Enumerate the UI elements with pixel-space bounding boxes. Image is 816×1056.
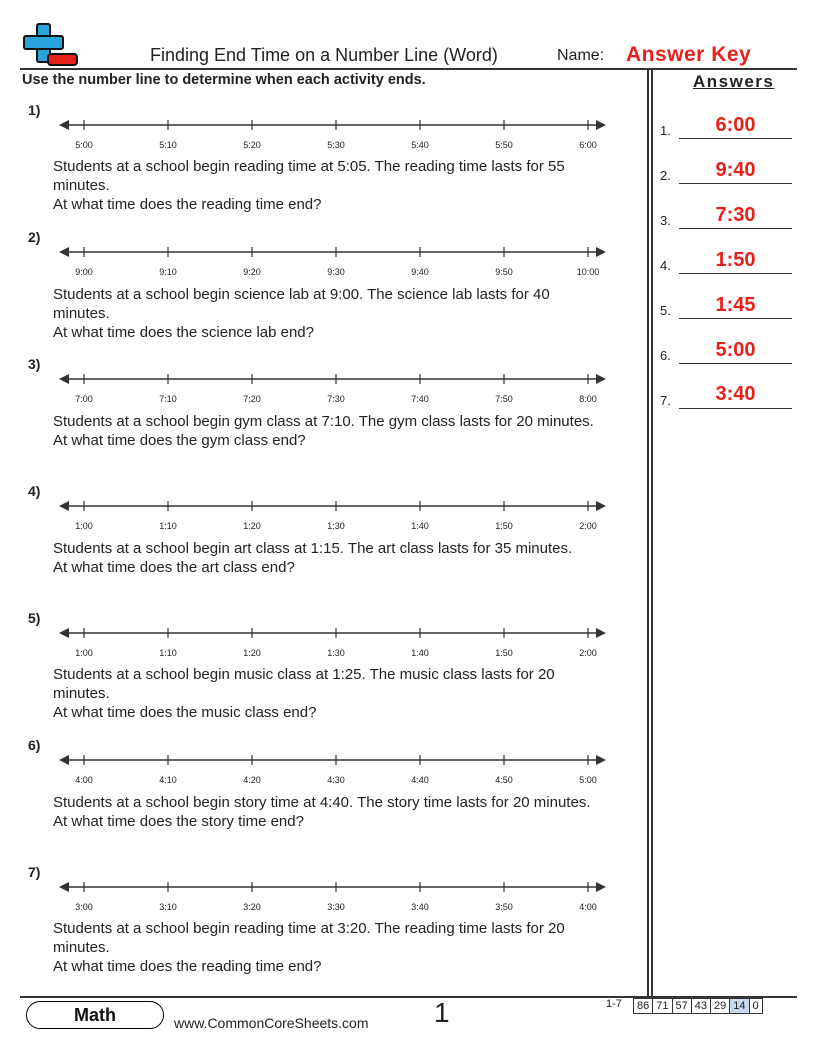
number-line bbox=[55, 114, 610, 150]
answer-number: 4. bbox=[660, 258, 671, 273]
answer-line bbox=[679, 273, 792, 274]
number-line-tick-label: 1:40 bbox=[411, 521, 429, 531]
number-line bbox=[55, 241, 610, 277]
problem-number: 7) bbox=[28, 864, 41, 880]
number-line-tick-label: 1:40 bbox=[411, 648, 429, 658]
arrow-left-icon bbox=[59, 755, 69, 765]
score-cell: 14 bbox=[730, 999, 749, 1014]
column-divider bbox=[647, 68, 649, 996]
number-line-tick-label: 7:20 bbox=[243, 394, 261, 404]
number-line-tick-label: 1:10 bbox=[159, 521, 177, 531]
number-line-tick-label: 2:00 bbox=[579, 521, 597, 531]
answer-number: 2. bbox=[660, 168, 671, 183]
problem-text-line: minutes. bbox=[53, 685, 110, 702]
number-line bbox=[55, 622, 610, 658]
problem-number: 2) bbox=[28, 229, 41, 245]
answer-value: 9:40 bbox=[715, 159, 756, 181]
website-label: www.CommonCoreSheets.com bbox=[174, 1015, 369, 1031]
answer-line bbox=[679, 138, 792, 139]
score-cell: 0 bbox=[749, 999, 762, 1014]
problem-number: 4) bbox=[28, 483, 41, 499]
name-label: Name: bbox=[557, 47, 605, 64]
score-cell: 43 bbox=[691, 999, 710, 1014]
number-line-tick-label: 5:20 bbox=[243, 140, 261, 150]
arrow-right-icon bbox=[596, 247, 606, 257]
problem-number: 3) bbox=[28, 356, 41, 372]
answer-value: 7:30 bbox=[715, 204, 756, 226]
score-cell: 71 bbox=[653, 999, 672, 1014]
page-number: 1 bbox=[434, 997, 450, 1028]
number-line-tick-label: 10:00 bbox=[576, 267, 600, 277]
number-line-tick-label: 1:20 bbox=[243, 521, 261, 531]
number-line-tick-label: 5:50 bbox=[495, 140, 513, 150]
problem-text bbox=[53, 539, 643, 577]
score-range-label: 1-7 bbox=[606, 998, 622, 1010]
plus-minus-logo-icon bbox=[22, 22, 80, 68]
number-line-tick-label: 1:00 bbox=[75, 521, 93, 531]
number-line-tick-label: 1:50 bbox=[495, 521, 513, 531]
number-line-tick-label: 7:40 bbox=[411, 394, 429, 404]
number-line-tick-label: 1:30 bbox=[327, 648, 345, 658]
problem-text-line: At what time does the art class end? bbox=[53, 559, 295, 576]
problem-text-line: Students at a school begin science lab at 9:00. The science lab lasts for 40 bbox=[53, 286, 550, 303]
problem-text-line: At what time does the music class end? bbox=[53, 704, 317, 721]
number-line-tick-label: 4:10 bbox=[159, 775, 177, 785]
score-cell: 29 bbox=[711, 999, 730, 1014]
arrow-left-icon bbox=[59, 374, 69, 384]
number-line-tick-label: 9:50 bbox=[495, 267, 513, 277]
problem-number: 6) bbox=[28, 737, 41, 753]
problem-text-line: At what time does the gym class end? bbox=[53, 432, 306, 449]
number-line-tick-label: 2:00 bbox=[579, 648, 597, 658]
number-line-tick-label: 8:00 bbox=[579, 394, 597, 404]
number-line bbox=[55, 749, 610, 785]
problem-text-line: Students at a school begin story time at 4:40. The story time lasts for 20 minutes. bbox=[53, 794, 591, 811]
number-line-tick-label: 3:30 bbox=[327, 902, 345, 912]
math-badge: Math bbox=[26, 1001, 164, 1029]
problem-text-line: minutes. bbox=[53, 305, 110, 322]
number-line-tick-label: 3:10 bbox=[159, 902, 177, 912]
number-line-tick-label: 4:40 bbox=[411, 775, 429, 785]
answer-line bbox=[679, 318, 792, 319]
number-line-tick-label: 1:00 bbox=[75, 648, 93, 658]
problem-text-line: At what time does the science lab end? bbox=[53, 324, 314, 341]
number-line-tick-label: 3:20 bbox=[243, 902, 261, 912]
arrow-left-icon bbox=[59, 120, 69, 130]
arrow-left-icon bbox=[59, 628, 69, 638]
answer-key-label: Answer Key bbox=[626, 43, 752, 66]
number-line-tick-label: 7:30 bbox=[327, 394, 345, 404]
number-line bbox=[55, 495, 610, 531]
problem-text-line: At what time does the reading time end? bbox=[53, 196, 322, 213]
number-line-tick-label: 1:10 bbox=[159, 648, 177, 658]
number-line-tick-label: 5:00 bbox=[75, 140, 93, 150]
header-divider bbox=[20, 68, 797, 70]
score-cell: 86 bbox=[634, 999, 653, 1014]
number-line-tick-label: 9:10 bbox=[159, 267, 177, 277]
number-line-tick-label: 1:20 bbox=[243, 648, 261, 658]
score-cell: 57 bbox=[672, 999, 691, 1014]
arrow-right-icon bbox=[596, 882, 606, 892]
number-line-tick-label: 4:30 bbox=[327, 775, 345, 785]
answer-line bbox=[679, 183, 792, 184]
problem-text bbox=[53, 793, 643, 831]
arrow-right-icon bbox=[596, 628, 606, 638]
problem-text-line: At what time does the story time end? bbox=[53, 813, 304, 830]
arrow-right-icon bbox=[596, 374, 606, 384]
instructions: Use the number line to determine when each activity ends. bbox=[22, 72, 426, 88]
answer-value: 5:00 bbox=[715, 339, 756, 361]
number-line-tick-label: 3:50 bbox=[495, 902, 513, 912]
problem-text-line: Students at a school begin art class at 1:15. The art class lasts for 35 minutes. bbox=[53, 540, 573, 557]
number-line-tick-label: 5:30 bbox=[327, 140, 345, 150]
answer-number: 5. bbox=[660, 303, 671, 318]
problem-text-line: At what time does the reading time end? bbox=[53, 958, 322, 975]
score-table bbox=[633, 998, 763, 1014]
problem-number: 1) bbox=[28, 102, 41, 118]
number-line-tick-label: 6:00 bbox=[579, 140, 597, 150]
arrow-right-icon bbox=[596, 755, 606, 765]
number-line-tick-label: 4:50 bbox=[495, 775, 513, 785]
number-line-tick-label: 4:00 bbox=[579, 902, 597, 912]
answer-value: 3:40 bbox=[715, 383, 756, 405]
answer-line bbox=[679, 228, 792, 229]
number-line bbox=[55, 876, 610, 912]
number-line-tick-label: 1:50 bbox=[495, 648, 513, 658]
number-line-tick-label: 7:00 bbox=[75, 394, 93, 404]
answer-number: 7. bbox=[660, 393, 671, 408]
arrow-right-icon bbox=[596, 501, 606, 511]
problem-text-line: Students at a school begin reading time at 5:05. The reading time lasts for 55 bbox=[53, 158, 565, 175]
number-line-tick-label: 9:20 bbox=[243, 267, 261, 277]
number-line-tick-label: 5:40 bbox=[411, 140, 429, 150]
answer-number: 1. bbox=[660, 123, 671, 138]
problem-text-line: Students at a school begin music class at 1:25. The music class lasts for 20 bbox=[53, 666, 555, 683]
number-line-tick-label: 9:30 bbox=[327, 267, 345, 277]
answer-value: 1:50 bbox=[715, 249, 756, 271]
number-line-tick-label: 7:10 bbox=[159, 394, 177, 404]
problem-text bbox=[53, 919, 643, 976]
problem-number: 5) bbox=[28, 610, 41, 626]
number-line-tick-label: 9:40 bbox=[411, 267, 429, 277]
arrow-left-icon bbox=[59, 882, 69, 892]
problem-text bbox=[53, 412, 643, 450]
problem-text bbox=[53, 157, 643, 214]
problem-text-line: Students at a school begin reading time at 3:20. The reading time lasts for 20 bbox=[53, 920, 565, 937]
answer-number: 6. bbox=[660, 348, 671, 363]
number-line-tick-label: 9:00 bbox=[75, 267, 93, 277]
column-divider bbox=[651, 68, 653, 996]
page-title: Finding End Time on a Number Line (Word) bbox=[150, 45, 498, 65]
number-line-tick-label: 5:10 bbox=[159, 140, 177, 150]
number-line-tick-label: 5:00 bbox=[579, 775, 597, 785]
problem-text bbox=[53, 665, 643, 722]
arrow-right-icon bbox=[596, 120, 606, 130]
number-line bbox=[55, 368, 610, 404]
number-line-tick-label: 3:40 bbox=[411, 902, 429, 912]
answer-line bbox=[679, 363, 792, 364]
arrow-left-icon bbox=[59, 247, 69, 257]
arrow-left-icon bbox=[59, 501, 69, 511]
answer-number: 3. bbox=[660, 213, 671, 228]
number-line-tick-label: 4:00 bbox=[75, 775, 93, 785]
number-line-tick-label: 1:30 bbox=[327, 521, 345, 531]
number-line-tick-label: 3:00 bbox=[75, 902, 93, 912]
answer-line bbox=[679, 408, 792, 409]
answer-value: 1:45 bbox=[715, 294, 756, 316]
problem-text-line: minutes. bbox=[53, 177, 110, 194]
problem-text bbox=[53, 285, 643, 342]
answer-value: 6:00 bbox=[715, 114, 756, 136]
problem-text-line: minutes. bbox=[53, 939, 110, 956]
number-line-tick-label: 7:50 bbox=[495, 394, 513, 404]
problem-text-line: Students at a school begin gym class at 7:10. The gym class lasts for 20 minutes. bbox=[53, 413, 594, 430]
number-line-tick-label: 4:20 bbox=[243, 775, 261, 785]
answers-title: Answers bbox=[693, 72, 775, 91]
